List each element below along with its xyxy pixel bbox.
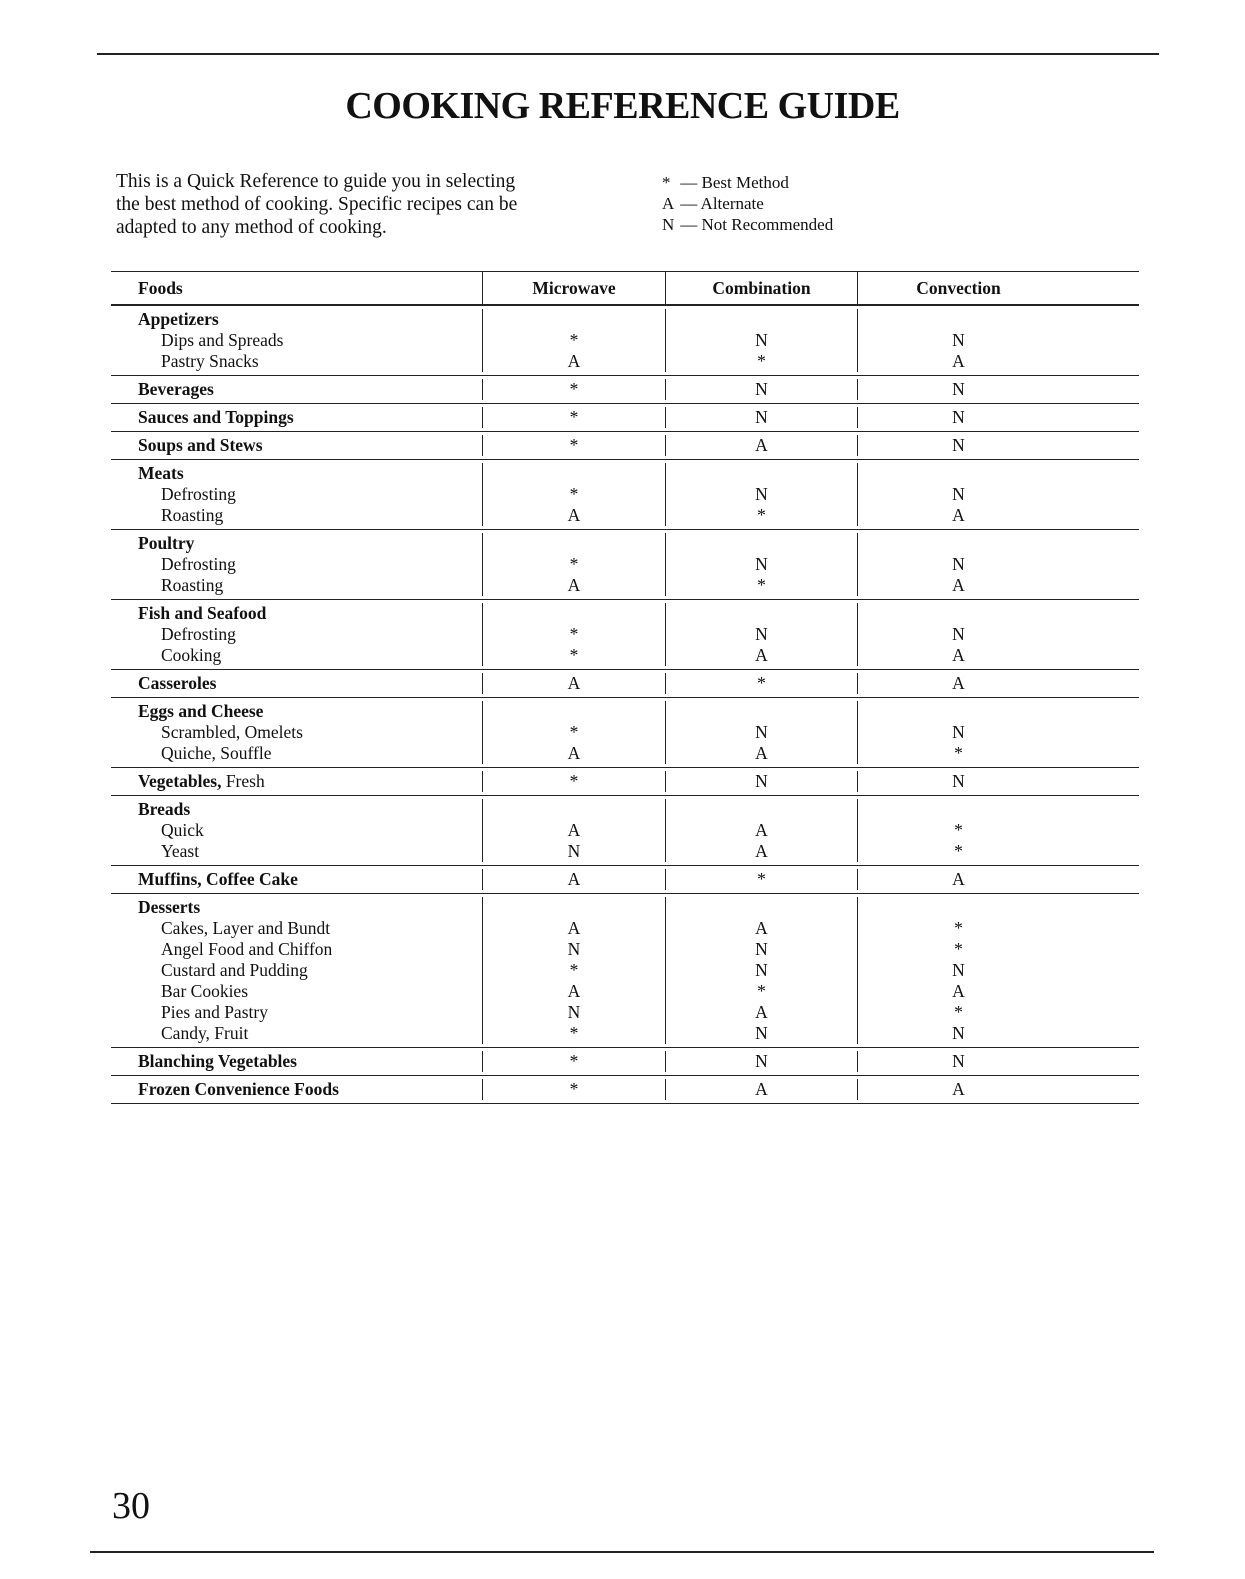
convection-cell bbox=[857, 771, 1139, 792]
microwave-cell bbox=[482, 1051, 665, 1072]
food-item-label: Pastry Snacks bbox=[161, 351, 259, 371]
food-item-label: Custard and Pudding bbox=[161, 960, 308, 980]
rating-value: * bbox=[569, 624, 579, 644]
food-item-label: Angel Food and Chiffon bbox=[161, 939, 333, 959]
food-group-line bbox=[138, 603, 482, 624]
convection-cell bbox=[857, 379, 1139, 400]
food-group-label: Frozen Convenience Foods bbox=[138, 1079, 339, 1099]
legend-item bbox=[662, 172, 833, 193]
rating-value: N bbox=[755, 554, 768, 574]
rating-value: N bbox=[567, 841, 581, 861]
rating-value: * bbox=[569, 435, 579, 455]
food-group-line bbox=[138, 1051, 482, 1072]
food-item-label: Scrambled, Omelets bbox=[161, 722, 303, 742]
rating-value: N bbox=[567, 1002, 581, 1022]
spacer bbox=[483, 897, 665, 918]
spacer bbox=[858, 897, 1059, 918]
rating-value: N bbox=[755, 1023, 768, 1043]
rating-value: N bbox=[952, 722, 965, 742]
rating-value: N bbox=[755, 330, 768, 350]
rating-value: A bbox=[952, 505, 965, 525]
rating-value: * bbox=[569, 330, 579, 350]
spacer bbox=[666, 309, 857, 330]
food-cell bbox=[111, 869, 482, 890]
food-group-line bbox=[138, 701, 482, 722]
combination-cell bbox=[665, 463, 857, 526]
rating-value: * bbox=[569, 1051, 579, 1071]
food-group-label: Soups and Stews bbox=[138, 435, 263, 455]
food-group-label: Vegetables, bbox=[138, 771, 222, 791]
rating-value: * bbox=[757, 575, 766, 595]
table-row bbox=[111, 866, 1139, 894]
microwave-cell bbox=[482, 771, 665, 792]
rating-value: N bbox=[755, 624, 768, 644]
food-cell bbox=[111, 1051, 482, 1072]
rating-value: N bbox=[755, 1051, 768, 1071]
combination-cell bbox=[665, 533, 857, 596]
table-row bbox=[111, 1048, 1139, 1076]
rating-value: * bbox=[569, 722, 579, 742]
food-item-label: Roasting bbox=[161, 575, 224, 595]
rating-value: A bbox=[755, 435, 768, 455]
food-cell bbox=[111, 533, 482, 596]
food-cell bbox=[111, 771, 482, 792]
food-cell bbox=[111, 673, 482, 694]
rating-value: N bbox=[755, 379, 768, 399]
table-row bbox=[111, 460, 1139, 530]
food-group-label: Eggs and Cheese bbox=[138, 701, 264, 721]
table-row bbox=[111, 404, 1139, 432]
rating-value: A bbox=[952, 645, 965, 665]
spacer bbox=[666, 701, 857, 722]
spacer bbox=[858, 533, 1059, 554]
table-row bbox=[111, 670, 1139, 698]
microwave-cell bbox=[482, 869, 665, 890]
food-item-label: Dips and Spreads bbox=[161, 330, 284, 350]
table-row bbox=[111, 796, 1139, 866]
rating-value: A bbox=[567, 575, 581, 595]
page-title: COOKING REFERENCE GUIDE bbox=[345, 85, 900, 127]
rating-value: N bbox=[952, 484, 965, 504]
rating-value: * bbox=[569, 771, 579, 791]
spacer bbox=[483, 799, 665, 820]
table-row bbox=[111, 600, 1139, 670]
rating-value: * bbox=[569, 645, 579, 665]
spacer bbox=[666, 463, 857, 484]
table-row bbox=[111, 894, 1139, 1048]
rating-value: A bbox=[952, 981, 965, 1001]
table-row bbox=[111, 768, 1139, 796]
convection-cell bbox=[857, 701, 1139, 764]
legend-symbol: * bbox=[662, 173, 671, 192]
combination-cell bbox=[665, 379, 857, 400]
spacer bbox=[858, 463, 1059, 484]
food-group-line bbox=[138, 463, 482, 484]
intro-line: adapted to any method of cooking. bbox=[116, 217, 387, 238]
food-cell bbox=[111, 897, 482, 1044]
intro-line: This is a Quick Reference to guide you in selecting bbox=[116, 171, 516, 192]
table-row bbox=[111, 376, 1139, 404]
rating-value: A bbox=[567, 505, 581, 525]
combination-cell bbox=[665, 701, 857, 764]
rating-value: * bbox=[954, 820, 963, 840]
rating-value: N bbox=[755, 722, 768, 742]
spacer bbox=[858, 799, 1059, 820]
table-row bbox=[111, 306, 1139, 376]
food-group-label: Beverages bbox=[138, 379, 214, 399]
combination-cell bbox=[665, 897, 857, 1044]
combination-cell bbox=[665, 673, 857, 694]
rating-value: N bbox=[952, 407, 965, 427]
legend bbox=[662, 172, 833, 235]
food-group-label: Appetizers bbox=[138, 309, 219, 329]
intro-text bbox=[116, 170, 586, 239]
microwave-cell bbox=[482, 309, 665, 372]
food-group-line bbox=[138, 673, 482, 694]
spacer bbox=[666, 603, 857, 624]
convection-cell bbox=[857, 407, 1139, 428]
combination-cell bbox=[665, 1051, 857, 1072]
microwave-cell bbox=[482, 897, 665, 1044]
spacer bbox=[666, 897, 857, 918]
food-group-line bbox=[138, 771, 482, 792]
microwave-cell bbox=[482, 799, 665, 862]
table-row bbox=[111, 1076, 1139, 1104]
spacer bbox=[858, 701, 1059, 722]
food-item-label: Pies and Pastry bbox=[161, 1002, 268, 1022]
legend-label: — Best Method bbox=[680, 173, 789, 192]
food-group-label: Muffins, Coffee Cake bbox=[138, 869, 298, 889]
rating-value: * bbox=[757, 351, 766, 371]
microwave-cell bbox=[482, 701, 665, 764]
legend-symbol: N bbox=[662, 215, 675, 234]
rating-value: N bbox=[952, 624, 965, 644]
microwave-cell bbox=[482, 533, 665, 596]
convection-cell bbox=[857, 799, 1139, 862]
food-group-line bbox=[138, 869, 482, 890]
convection-cell bbox=[857, 435, 1139, 456]
spacer bbox=[858, 309, 1059, 330]
convection-cell bbox=[857, 1051, 1139, 1072]
rating-value: * bbox=[954, 743, 963, 763]
food-cell bbox=[111, 799, 482, 862]
food-item-label: Defrosting bbox=[161, 624, 236, 644]
microwave-cell bbox=[482, 379, 665, 400]
rating-value: A bbox=[952, 351, 965, 371]
combination-cell bbox=[665, 603, 857, 666]
food-item-label: Quick bbox=[161, 820, 204, 840]
food-cell bbox=[111, 407, 482, 428]
combination-cell bbox=[665, 1079, 857, 1100]
table-row bbox=[111, 530, 1139, 600]
rating-value: * bbox=[569, 407, 579, 427]
rating-value: A bbox=[567, 743, 581, 763]
spacer bbox=[858, 603, 1059, 624]
rating-value: A bbox=[567, 351, 581, 371]
header-microwave: Microwave bbox=[482, 272, 665, 304]
convection-cell bbox=[857, 869, 1139, 890]
bottom-rule bbox=[90, 1551, 1154, 1553]
rating-value: * bbox=[757, 673, 766, 693]
food-item-label: Defrosting bbox=[161, 554, 236, 574]
food-item-label: Bar Cookies bbox=[161, 981, 249, 1001]
table-row bbox=[111, 432, 1139, 460]
rating-value: A bbox=[952, 1079, 965, 1099]
rating-value: N bbox=[952, 1023, 965, 1043]
food-group-label: Fish and Seafood bbox=[138, 603, 267, 623]
microwave-cell bbox=[482, 1079, 665, 1100]
table-header-row bbox=[111, 271, 1139, 306]
rating-value: A bbox=[952, 869, 965, 889]
convection-cell bbox=[857, 603, 1139, 666]
convection-cell bbox=[857, 1079, 1139, 1100]
rating-value: * bbox=[569, 1079, 579, 1099]
rating-value: * bbox=[757, 505, 766, 525]
header-combination: Combination bbox=[665, 272, 857, 304]
food-cell bbox=[111, 603, 482, 666]
food-group-line bbox=[138, 799, 482, 820]
rating-value: A bbox=[567, 918, 581, 938]
rating-value: * bbox=[569, 484, 579, 504]
food-cell bbox=[111, 463, 482, 526]
food-group-suffix: Fresh bbox=[221, 771, 265, 791]
table-row bbox=[111, 698, 1139, 768]
spacer bbox=[483, 603, 665, 624]
rating-value: N bbox=[952, 379, 965, 399]
convection-cell bbox=[857, 533, 1139, 596]
page-number: 30 bbox=[112, 1485, 150, 1527]
food-item-label: Candy, Fruit bbox=[161, 1023, 249, 1043]
combination-cell bbox=[665, 309, 857, 372]
header-convection: Convection bbox=[857, 272, 1139, 304]
food-group-line bbox=[138, 407, 482, 428]
rating-value: N bbox=[567, 939, 581, 959]
rating-value: N bbox=[755, 771, 768, 791]
food-group-label: Meats bbox=[138, 463, 184, 483]
legend-item bbox=[662, 193, 833, 214]
food-item-label: Quiche, Souffle bbox=[161, 743, 272, 763]
rating-value: N bbox=[755, 484, 768, 504]
rating-value: A bbox=[952, 673, 965, 693]
food-group-line bbox=[138, 897, 482, 918]
microwave-cell bbox=[482, 435, 665, 456]
rating-value: N bbox=[952, 435, 965, 455]
rating-value: * bbox=[569, 379, 579, 399]
combination-cell bbox=[665, 799, 857, 862]
food-group-line bbox=[138, 379, 482, 400]
microwave-cell bbox=[482, 603, 665, 666]
header-foods: Foods bbox=[138, 278, 183, 298]
food-group-label: Desserts bbox=[138, 897, 201, 917]
spacer bbox=[483, 533, 665, 554]
rating-value: * bbox=[569, 960, 579, 980]
legend-label: — Not Recommended bbox=[680, 215, 834, 234]
convection-cell bbox=[857, 463, 1139, 526]
combination-cell bbox=[665, 869, 857, 890]
food-cell bbox=[111, 701, 482, 764]
rating-value: * bbox=[954, 918, 963, 938]
rating-value: N bbox=[952, 960, 965, 980]
microwave-cell bbox=[482, 463, 665, 526]
rating-value: A bbox=[755, 820, 768, 840]
spacer bbox=[666, 533, 857, 554]
spacer bbox=[666, 799, 857, 820]
spacer bbox=[483, 463, 665, 484]
food-item-label: Cooking bbox=[161, 645, 222, 665]
reference-table bbox=[111, 271, 1139, 1104]
intro-line: the best method of cooking. Specific recipes can be bbox=[116, 194, 518, 215]
combination-cell bbox=[665, 407, 857, 428]
rating-value: A bbox=[755, 841, 768, 861]
food-cell bbox=[111, 1079, 482, 1100]
food-group-label: Sauces and Toppings bbox=[138, 407, 294, 427]
food-group-line bbox=[138, 309, 482, 330]
food-group-line bbox=[138, 533, 482, 554]
rating-value: A bbox=[567, 869, 581, 889]
rating-value: N bbox=[952, 330, 965, 350]
rating-value: N bbox=[755, 407, 768, 427]
legend-item bbox=[662, 214, 833, 235]
food-item-label: Yeast bbox=[161, 841, 200, 861]
rating-value: * bbox=[757, 981, 766, 1001]
rating-value: A bbox=[755, 645, 768, 665]
rating-value: * bbox=[954, 841, 963, 861]
food-group-line bbox=[138, 435, 482, 456]
convection-cell bbox=[857, 897, 1139, 1044]
rating-value: A bbox=[755, 918, 768, 938]
rating-value: N bbox=[952, 771, 965, 791]
food-group-label: Blanching Vegetables bbox=[138, 1051, 297, 1071]
food-cell bbox=[111, 435, 482, 456]
microwave-cell bbox=[482, 407, 665, 428]
top-rule bbox=[97, 53, 1159, 55]
microwave-cell bbox=[482, 673, 665, 694]
food-cell bbox=[111, 309, 482, 372]
rating-value: * bbox=[569, 1023, 579, 1043]
rating-value: A bbox=[755, 1079, 768, 1099]
rating-value: N bbox=[952, 1051, 965, 1071]
combination-cell bbox=[665, 771, 857, 792]
rating-value: * bbox=[954, 1002, 963, 1022]
spacer bbox=[483, 309, 665, 330]
rating-value: A bbox=[567, 673, 581, 693]
rating-value: N bbox=[952, 554, 965, 574]
food-group-line bbox=[138, 1079, 482, 1100]
food-item-label: Cakes, Layer and Bundt bbox=[161, 918, 331, 938]
convection-cell bbox=[857, 309, 1139, 372]
rating-value: N bbox=[755, 960, 768, 980]
food-item-label: Defrosting bbox=[161, 484, 236, 504]
combination-cell bbox=[665, 435, 857, 456]
rating-value: A bbox=[567, 820, 581, 840]
rating-value: A bbox=[755, 1002, 768, 1022]
food-group-label: Breads bbox=[138, 799, 191, 819]
rating-value: * bbox=[569, 554, 579, 574]
food-cell bbox=[111, 379, 482, 400]
food-group-label: Poultry bbox=[138, 533, 195, 553]
convection-cell bbox=[857, 673, 1139, 694]
rating-value: A bbox=[952, 575, 965, 595]
rating-value: N bbox=[755, 939, 768, 959]
table-body bbox=[111, 306, 1139, 1104]
legend-symbol: A bbox=[662, 194, 675, 213]
food-group-label: Casseroles bbox=[138, 673, 217, 693]
spacer bbox=[483, 701, 665, 722]
rating-value: * bbox=[757, 869, 766, 889]
rating-value: A bbox=[755, 743, 768, 763]
rating-value: * bbox=[954, 939, 963, 959]
food-item-label: Roasting bbox=[161, 505, 224, 525]
legend-label: — Alternate bbox=[680, 194, 764, 213]
rating-value: A bbox=[567, 981, 581, 1001]
